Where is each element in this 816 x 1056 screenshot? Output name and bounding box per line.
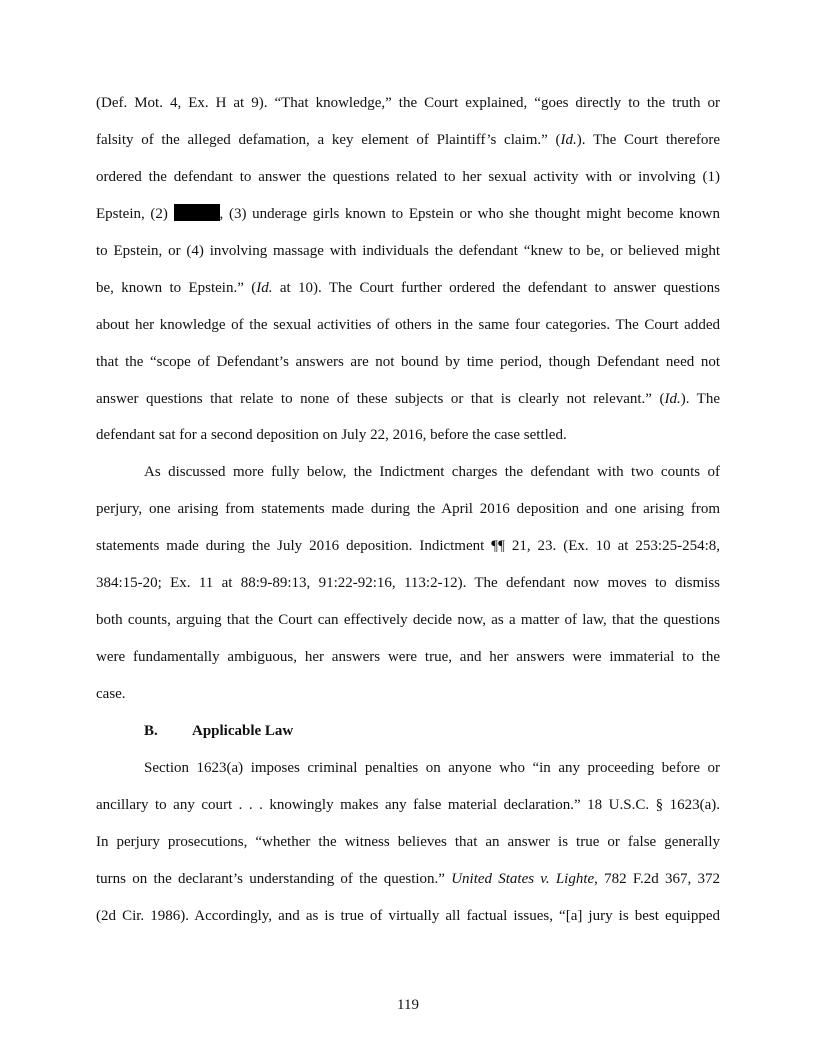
text-line: about her knowledge of the sexual activities of others in the same four categories. The Court added bbox=[96, 316, 720, 333]
page-number: 119 bbox=[397, 997, 419, 1013]
text-line: defendant sat for a second deposition on July 22, 2016, before the case settled. bbox=[96, 427, 567, 444]
paragraph-3 bbox=[96, 750, 720, 935]
paragraph-2 bbox=[96, 454, 720, 713]
text-line: perjury, one arising from statements made during the April 2016 deposition and one arising from bbox=[96, 501, 720, 518]
text-line: that the “scope of Defendant’s answers are not bound by time period, though Defendant need not bbox=[96, 353, 720, 370]
text-line: were fundamentally ambiguous, her answers were true, and her answers were immaterial to the bbox=[96, 649, 720, 666]
section-heading bbox=[96, 713, 720, 750]
redaction-box bbox=[174, 204, 220, 221]
text-line: As discussed more fully below, the Indictment charges the defendant with two counts of bbox=[144, 464, 720, 481]
text-line: In perjury prosecutions, “whether the witness believes that an answer is true or false generally bbox=[96, 833, 720, 850]
text-line: Epstein, (2) , (3) underage girls known to Epstein or who she thought might become known bbox=[96, 205, 720, 222]
text-line: answer questions that relate to none of these subjects or that is clearly not relevant.” (Id.). The bbox=[96, 390, 720, 407]
text-line: to Epstein, or (4) involving massage with individuals the defendant “knew to be, or believed might bbox=[96, 242, 720, 259]
section-label: B. bbox=[144, 722, 158, 739]
text-line: both counts, arguing that the Court can effectively decide now, as a matter of law, that the questions bbox=[96, 612, 720, 629]
text-line: turns on the declarant’s understanding of the question.” United States v. Lighte, 782 F.2d 367, 372 bbox=[96, 870, 720, 887]
text-line: (Def. Mot. 4, Ex. H at 9). “That knowledge,” the Court explained, “goes directly to the truth or bbox=[96, 95, 720, 111]
document-page bbox=[96, 85, 720, 935]
section-title: Applicable Law bbox=[192, 722, 294, 739]
text-line: be, known to Epstein.” (Id. at 10). The Court further ordered the defendant to answer questions bbox=[96, 279, 720, 296]
text-line: statements made during the July 2016 deposition. Indictment ¶¶ 21, 23. (Ex. 10 at 253:25-254:8, bbox=[96, 538, 720, 555]
text-line: (2d Cir. 1986). Accordingly, and as is true of virtually all factual issues, “[a] jury is best equipped bbox=[96, 907, 720, 924]
text-line: ordered the defendant to answer the questions related to her sexual activity with or involving (1) bbox=[96, 168, 720, 185]
text-line: 384:15-20; Ex. 11 at 88:9-89:13, 91:22-92:16, 113:2-12). The defendant now moves to dismiss bbox=[96, 575, 720, 592]
text-line: falsity of the alleged defamation, a key element of Plaintiff’s claim.” (Id.). The Court therefore bbox=[96, 131, 720, 148]
text-line: Section 1623(a) imposes criminal penalties on anyone who “in any proceeding before or bbox=[144, 759, 720, 776]
text-line: case. bbox=[96, 686, 126, 702]
paragraph-1 bbox=[96, 85, 720, 454]
text-line: ancillary to any court . . . knowingly makes any false material declaration.” 18 U.S.C. § 1623(a). bbox=[96, 796, 720, 813]
